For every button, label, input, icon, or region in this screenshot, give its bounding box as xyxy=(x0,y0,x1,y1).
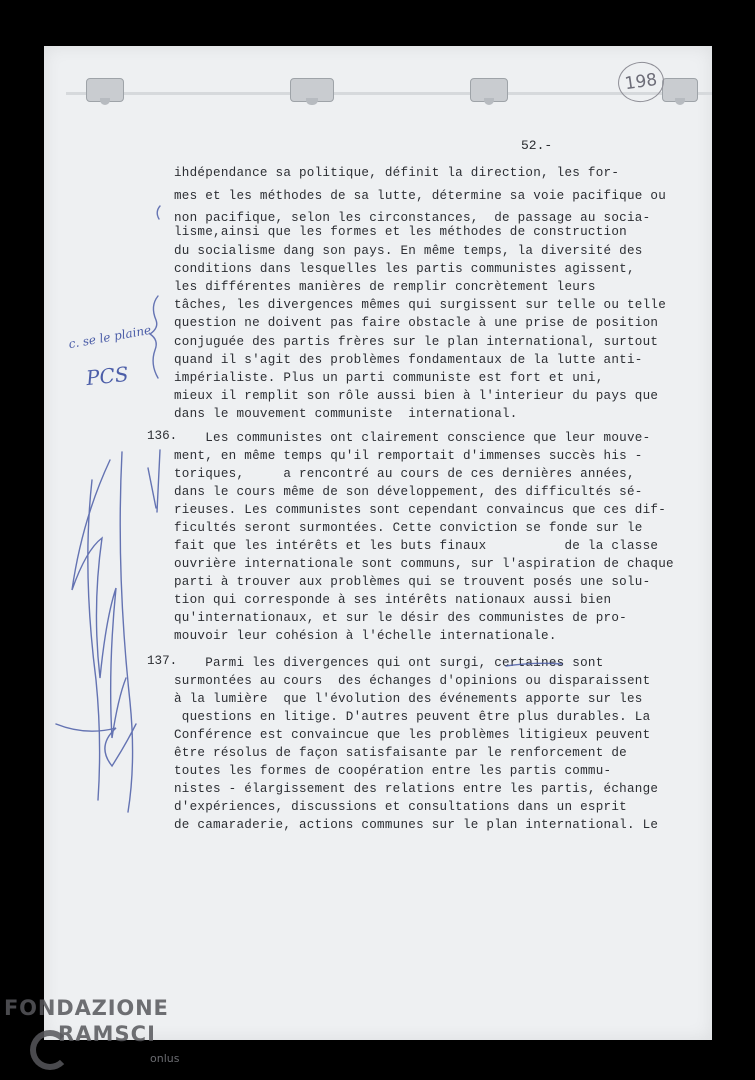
text-line: parti à trouver aux problèmes qui se trouvent posés une solu- xyxy=(174,575,651,589)
pen-tick-mark xyxy=(157,206,160,219)
text-line: fait que les intérêts et les buts finaux de la classe xyxy=(174,539,659,553)
text-line: nistes - élargissement des relations entre les partis, échange xyxy=(174,782,659,796)
text-line: surmontées au cours des échanges d'opinions ou disparaissent xyxy=(174,674,651,688)
text-line: les différentes manières de remplir concrètement leurs xyxy=(174,280,596,294)
text-line: conditions dans lesquelles les partis communistes agissent, xyxy=(174,262,635,276)
text-line: mieux il remplit son rôle aussi bien à l'interieur du pays que xyxy=(174,389,659,403)
underline-mark xyxy=(506,663,562,666)
text-line: impérialiste. Plus un parti communiste est fort et uni, xyxy=(174,371,604,385)
archive-stamp-number: 198 xyxy=(615,59,666,105)
text-line: rieuses. Les communistes sont cependant convaincus que ces dif- xyxy=(174,503,666,517)
scribble-mark xyxy=(72,460,126,738)
handwritten-margin-note: PCS xyxy=(84,361,130,391)
text-line: ficultés seront surmontées. Cette conviction se fonde sur le xyxy=(174,521,643,535)
text-line: ihdépendance sa politique, définit la direction, les for- xyxy=(174,166,620,180)
watermark-logo-text: RAMSCI xyxy=(58,1022,156,1046)
text-line: non pacifique, selon les circonstances, de passage au socia- xyxy=(174,211,651,225)
text-line: tâches, les divergences mêmes qui surgissent sur telle ou telle xyxy=(174,298,666,312)
text-line: questions en litige. D'autres peuvent être plus durables. La xyxy=(174,710,651,724)
margin-line-mark xyxy=(148,468,156,508)
text-line: conjuguée des partis frères sur le plan international, surtout xyxy=(174,335,659,349)
text-line: dans le cours même de son développement, des difficultés sé- xyxy=(174,485,643,499)
text-line: ouvrière internationale sont communs, sur l'aspiration de chaque xyxy=(174,557,674,571)
text-line: mouvoir leur cohésion à l'échelle internationale. xyxy=(174,629,557,643)
text-line: d'expériences, discussions et consultations dans un esprit xyxy=(174,800,627,814)
text-line: quand il s'agit des problèmes fondamentaux de la lutte anti- xyxy=(174,353,643,367)
scribble-mark xyxy=(120,452,132,812)
text-line: à la lumière que l'évolution des événements apporte sur les xyxy=(174,692,643,706)
margin-line-mark xyxy=(157,450,160,512)
text-line: toutes les formes de coopération entre les partis commu- xyxy=(174,764,612,778)
text-line: de camaraderie, actions communes sur le plan international. Le xyxy=(174,818,659,832)
scribble-mark xyxy=(88,480,100,800)
text-line: tion qui corresponde à ses intérêts nationaux aussi bien xyxy=(174,593,612,607)
text-line: question ne doivent pas faire obstacle à une prise de position xyxy=(174,316,659,330)
paragraph-number-137: 137. xyxy=(147,654,178,668)
text-line: dans le mouvement communiste international. xyxy=(174,407,518,421)
text-line: mes et les méthodes de sa lutte, détermine sa voie pacifique ou xyxy=(174,189,666,203)
watermark-logo-text: FONDAZIONE xyxy=(4,996,169,1020)
text-line: Les communistes ont clairement conscience que leur mouve- xyxy=(174,431,651,445)
text-line: du socialisme dang son pays. En même temps, la diversité des xyxy=(174,244,643,258)
text-line: qu'internationaux, et sur le désir des communistes de pro- xyxy=(174,611,627,625)
paragraph-number-136: 136. xyxy=(147,429,178,443)
text-line: toriques, a rencontré au cours de ces dernières années, xyxy=(174,467,635,481)
bracket-mark xyxy=(150,296,158,378)
text-line: Conférence est convaincue que les problèmes litigieux peuvent xyxy=(174,728,651,742)
page-number: 52.- xyxy=(521,138,553,153)
text-line: être résolus de façon satisfaisante par le renforcement de xyxy=(174,746,627,760)
watermark-subtitle: onlus xyxy=(150,1052,180,1065)
text-line: lisme,ainsi que les formes et les méthodes de construction xyxy=(174,225,627,239)
handwritten-margin-note: c. se le plaine xyxy=(67,322,153,352)
text-line: Parmi les divergences qui ont surgi, certaines sont xyxy=(174,656,604,670)
text-line: ment, en même temps qu'il remportait d'immenses succès his - xyxy=(174,449,643,463)
scribble-mark xyxy=(56,724,136,766)
